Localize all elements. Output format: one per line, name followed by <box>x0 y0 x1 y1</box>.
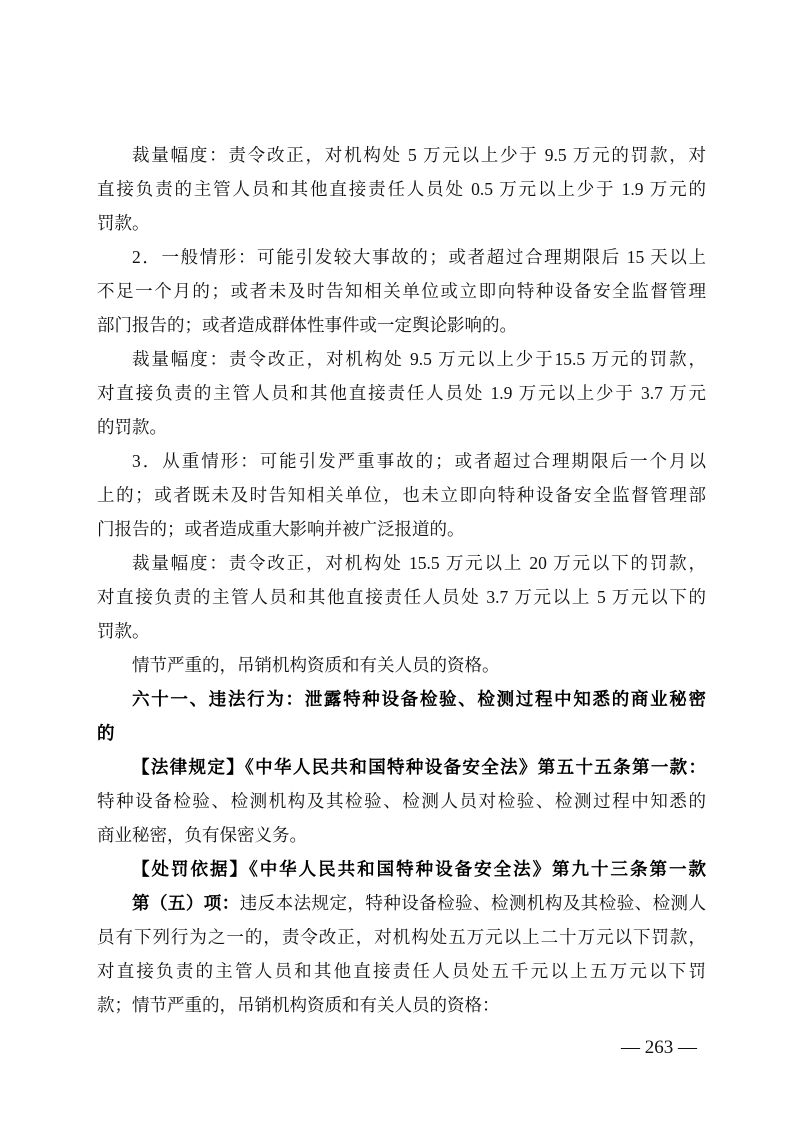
text-line: 裁量幅度：责令改正，对机构处 9.5 万元以上少于15.5 万元的罚款， <box>132 349 706 369</box>
text-line: 2．一般情形：可能引发较大事故的；或者超过合理期限后 15 天以上 <box>132 247 706 267</box>
page-number: — 263 — <box>621 1037 697 1058</box>
text-line: 部门报告的；或者造成群体性事件或一定舆论影响的。 <box>97 315 517 335</box>
text-line: 直接负责的主管人员和其他直接责任人员处 0.5 万元以上少于 1.9 万元的 <box>97 179 706 199</box>
text-line: 商业秘密，负有保密义务。 <box>97 825 307 845</box>
text-line: 员有下列行为之一的，责令改正，对机构处五万元以上二十万元以下罚款， <box>97 927 706 947</box>
text-line <box>97 886 706 920</box>
text-line: 裁量幅度：责令改正，对机构处 15.5 万元以上 20 万元以下的罚款， <box>132 553 706 573</box>
text-line: 对直接负责的主管人员和其他直接责任人员处五千元以上五万元以下罚 <box>97 961 706 981</box>
section-heading-line: 六十一、违法行为：泄露特种设备检验、检测过程中知悉的商业秘密 <box>132 689 706 709</box>
section-heading-line: 的 <box>97 723 115 743</box>
text-line: 对直接负责的主管人员和其他直接责任人员处 1.9 万元以上少于 3.7 万元 <box>97 383 706 403</box>
text-line: 的罚款。 <box>97 417 167 437</box>
text-line: 上的；或者既未及时告知相关单位，也未立即向特种设备安全监督管理部 <box>97 485 706 505</box>
text-line: 款；情节严重的，吊销机构资质和有关人员的资格： <box>97 995 500 1015</box>
document-body <box>97 138 706 1022</box>
text-line: 门报告的；或者造成重大影响并被广泛报道的。 <box>97 519 465 539</box>
text-line-continuation: 违反本法规定，特种设备检验、检测机构及其检验、检测人 <box>239 893 707 913</box>
text-line: 情节严重的，吊销机构资质和有关人员的资格。 <box>132 655 500 675</box>
text-line: 对直接负责的主管人员和其他直接责任人员处 3.7 万元以上 5 万元以下的 <box>97 587 706 607</box>
law-reference-line: 【法律规定】《中华人民共和国特种设备安全法》第五十五条第一款： <box>132 757 706 777</box>
text-line: 罚款。 <box>97 213 150 233</box>
text-line: 罚款。 <box>97 621 150 641</box>
text-line: 特种设备检验、检测机构及其检验、检测人员对检验、检测过程中知悉的 <box>97 791 706 811</box>
text-line: 裁量幅度：责令改正，对机构处 5 万元以上少于 9.5 万元的罚款，对 <box>132 145 706 165</box>
law-reference-line: 【处罚依据】《中华人民共和国特种设备安全法》第九十三条第一款 <box>132 859 706 879</box>
text-line: 不足一个月的；或者未及时告知相关单位或立即向特种设备安全监督管理 <box>97 281 706 301</box>
text-line: 3．从重情形：可能引发严重事故的；或者超过合理期限后一个月以 <box>132 451 706 471</box>
law-clause-label: 第（五）项： <box>132 893 240 913</box>
